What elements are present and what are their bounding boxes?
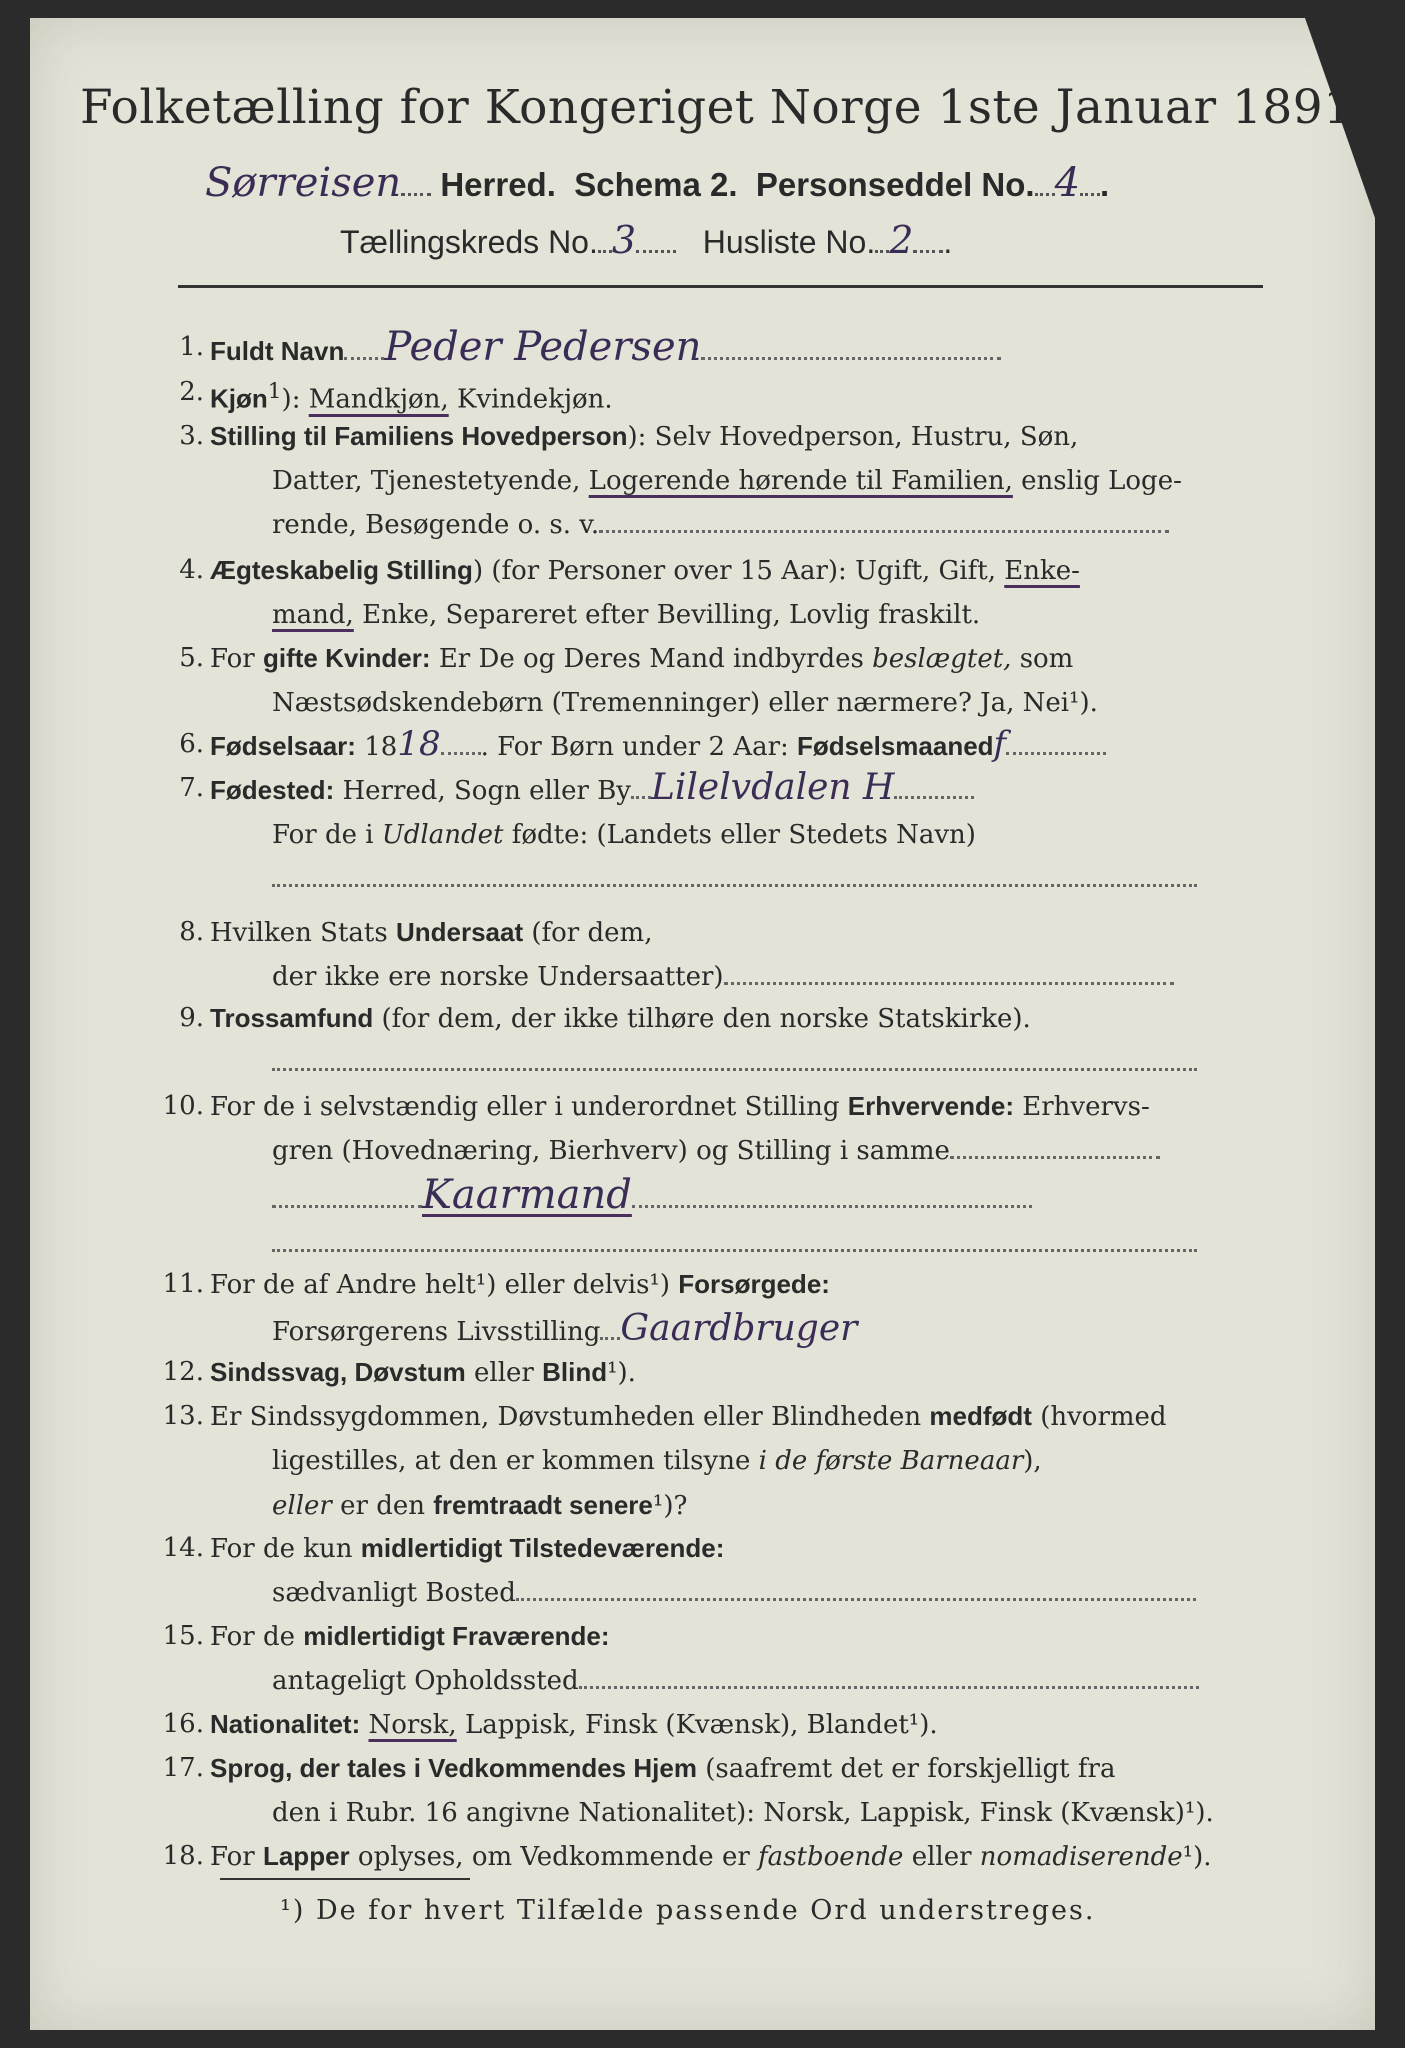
item-13-disability-origin: 13. Er Sindssygdommen, Døvstumheden eller Blindheden medfødt (hvormed ligestilles, at den er kommen tilsyne i de første Barneaar), eller er den fremtraadt senere¹)? — [162, 1401, 1167, 1521]
header-row-herred: Sørreisen Herred. Schema 2. Personseddel No. 4 . — [205, 160, 1110, 206]
personseddel-number: 4 — [1054, 160, 1081, 206]
item-10-occupation: 10. For de i selvstændig eller i underordnet Stilling Erhvervende: Erhvervs- gren (Hovednæring, Bierhverv) og Stilling i samme Kaarmand — [210, 1084, 1270, 1266]
item-14-temporarily-present: 14. For de kun midlertidigt Tilstedeværende: sædvanligt Bosted — [210, 1526, 1270, 1615]
schema-label: Schema 2. — [574, 166, 738, 203]
marital-widower-underlined: Enke- — [1004, 556, 1080, 586]
position-lodger-underlined: Logerende hørende til Familien, — [588, 466, 1013, 496]
birthplace-value: Lilelvdalen H — [651, 767, 895, 808]
item-1-full-name: 1. Fuldt Navn Peder Pedersen — [210, 325, 1270, 374]
form-title: Folketælling for Kongeriget Norge 1ste Januar 1891. — [80, 80, 1370, 135]
item-12-disability: 12. Sindssvag, Døvstum eller Blind¹). — [162, 1357, 636, 1388]
herred-label: Herred. — [440, 166, 556, 203]
provider-occupation-value: Gaardbruger — [620, 1308, 858, 1349]
tellingskreds-number: 3 — [611, 218, 637, 262]
item-9-religion: 9. Trossamfund (for dem, der ikke tilhøre den norske Statskirke). — [210, 996, 1270, 1085]
personseddel-label: Personseddel No. — [755, 166, 1035, 203]
occupation-value: Kaarmand — [422, 1172, 632, 1218]
header-row-kreds: Tællingskreds No. 3 Husliste No. 2 . — [340, 218, 953, 262]
full-name-value: Peder Pedersen — [384, 324, 702, 370]
birth-year-value: 18 — [397, 724, 441, 764]
item-18-sami: 18. For Lapper oplyses, om Vedkommende er fastboende eller nomadiserende¹). — [162, 1841, 1212, 1872]
item-16-nationality: 16. Nationalitet: Norsk, Lappisk, Finsk (Kvænsk), Blandet¹). — [162, 1709, 938, 1740]
item-11-supported: 11. For de af Andre helt¹) eller delvis¹) Forsørgede: Forsørgerens Livsstilling Gaardbruger — [162, 1269, 858, 1349]
nationality-norwegian-underlined: Norsk, — [368, 1710, 457, 1740]
item-2-gender: 2. Kjøn$^1$): Mandkjøn, Kvindekjøn. — [179, 377, 613, 415]
footnote: ¹) De for hvert Tilfælde passende Ord understreges. — [280, 1895, 1096, 1926]
item-8-citizenship: 8. Hvilken Stats Undersaat (for dem, der ikke ere norske Undersaatter) — [210, 910, 1270, 999]
husliste-number: 2 — [889, 218, 914, 262]
item-15-temporarily-absent: 15. For de midlertidigt Fraværende: antageligt Opholdssted — [210, 1614, 1270, 1703]
item-6-birth-year: 6. Fødselsaar: 1818 . For Børn under 2 Aar: Fødselsmaanedf — [210, 722, 1270, 769]
header-divider — [178, 285, 1263, 288]
item-3-family-position: 3. Stilling til Familiens Hovedperson): Selv Hovedperson, Hustru, Søn, Datter, Tjenestetyende, Logerende hørende til Familien, enslig Loge- rende, Besøgende o. s. v. — [179, 421, 1182, 540]
item-7-birthplace: 7. Fødested: Herred, Sogn eller By Lilelvdalen H For de i Udlandet fødte: (Landets eller Stedets Navn) — [210, 766, 1270, 901]
item-5-married-women: 5. For gifte Kvinder: Er De og Deres Mand indbyrdes beslægtet, som Næstsødskendebørn (Tremenninger) eller nærmere? Ja, Nei¹). — [179, 643, 1098, 718]
tellingskreds-label: Tællingskreds No. — [340, 224, 598, 260]
gender-male-underlined: Mandkjøn, — [308, 384, 449, 415]
item-4-marital-status: 4. Ægteskabelig Stilling) (for Personer over 15 Aar): Ugift, Gift, Enke- mand, Enke, Separeret efter Bevilling, Lovlig fraskilt. — [179, 555, 1080, 630]
item-17-language: 17. Sprog, der tales i Vedkommendes Hjem (saafremt det er forskjelligt fra den i Rubr. 16 angivne Nationalitet): Norsk, Lappisk, Finsk (Kvænsk)¹). — [162, 1753, 1214, 1828]
husliste-label: Husliste No. — [702, 224, 876, 260]
herred-name: Sørreisen — [205, 160, 402, 206]
footnote-divider — [220, 1878, 470, 1880]
